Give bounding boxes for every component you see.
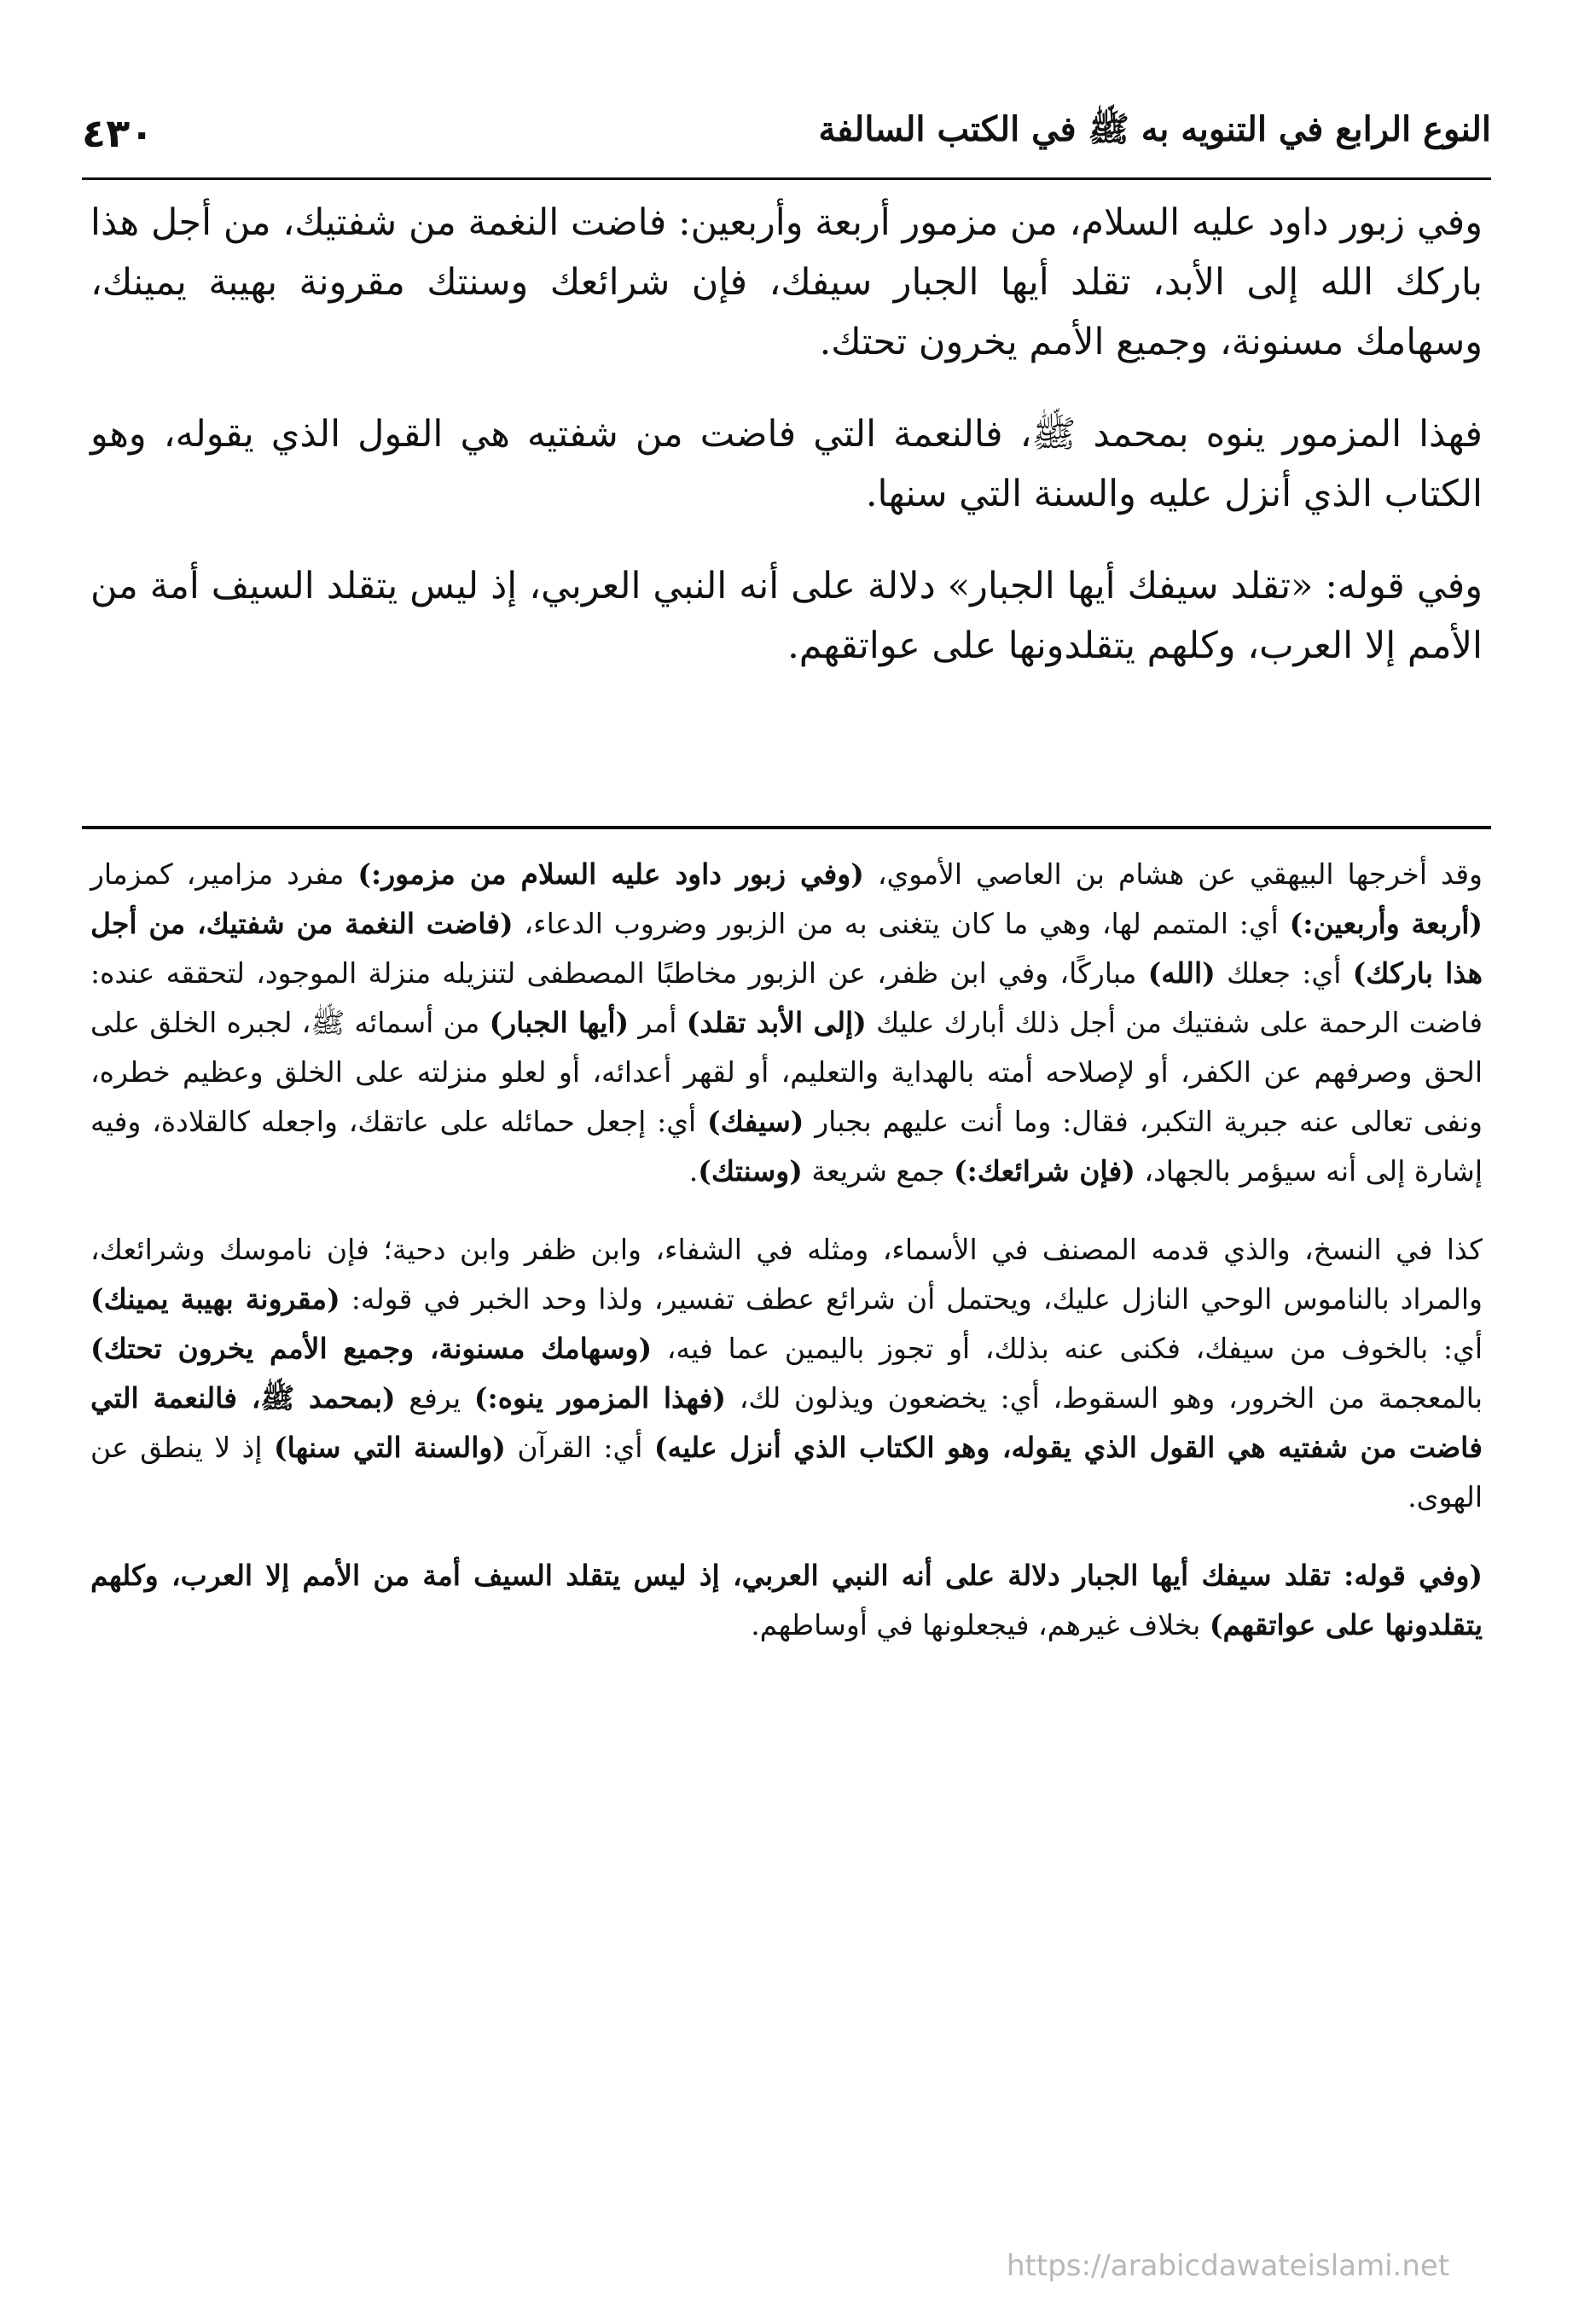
note-text: أي: جعلك xyxy=(1215,956,1353,990)
quoted-text: (والسنة التي سنها) xyxy=(274,1431,506,1464)
watermark-url: https://arabicdawateislami.net xyxy=(1007,2249,1450,2283)
quoted-text: (إلى الأبد تقلد) xyxy=(686,1006,867,1039)
note-text: . xyxy=(688,1154,699,1188)
quoted-text: (بمحمد ﷺ، فالنعمة التي فاضت من شفتيه هي القول الذي يقوله، وهو الكتاب الذي أنزل عليه) xyxy=(90,1381,1483,1464)
quoted-text: (أربعة وأربعين:) xyxy=(1289,907,1483,940)
main-paragraph: وفي قوله: «تقلد سيفك أيها الجبار» دلالة على أنه النبي العربي، إذ ليس يتقلد السيف أمة من الأمم إلا العرب، وكلهم يتقلدونها على عواتقهم. xyxy=(90,565,1483,667)
commentary-paragraph xyxy=(90,1225,1483,1522)
note-text: أي: بالخوف من سيفك، فكنى عنه بذلك، أو تجوز باليمين عما فيه، xyxy=(652,1332,1483,1365)
note-text: مباركًا، وفي ابن ظفر، عن الزبور مخاطبًا المصطفى لتنزيله منزلة الموجود، لتحققه عنده: فاضت الرحمة على شفتيك من أجل ذلك أبارك عليك xyxy=(90,956,1483,1039)
note-text: بالمعجمة من الخرور، وهو السقوط، أي: يخضعون ويذلون لك، xyxy=(725,1381,1483,1415)
quoted-text: (سيفك) xyxy=(707,1105,804,1138)
header-divider xyxy=(82,177,1491,180)
commentary xyxy=(90,850,1483,1679)
note-text: إذ لا ينطق عن الهوى. xyxy=(90,1431,1483,1514)
commentary-divider xyxy=(82,826,1491,829)
note-text: من أسمائه ﷺ، لجبره الخلق على الحق وصرفهم عن الكفر، أو لإصلاحه أمته بالهداية والتعليم، أو لقهر أعدائه، أو لعلو منزلته على الخلق وعظيم خطره، ونفى تعالى عنه جبرية التكبر، فقال: وما أنت عليهم بجبار xyxy=(90,1006,1483,1138)
note-text: يرفع xyxy=(395,1381,474,1415)
note-text: بخلاف غيرهم، فيجعلونها في أوساطهم. xyxy=(751,1608,1210,1641)
quoted-text: (الله) xyxy=(1147,956,1216,990)
note-text: جمع شريعة xyxy=(802,1154,955,1188)
quoted-text: (فاضت النغمة من شفتيك، من أجل هذا باركك) xyxy=(90,907,1483,990)
quoted-text: (وفي زبور داود عليه السلام من مزمور:) xyxy=(357,857,864,891)
note-text: أي: إجعل حمائله على عاتقك، واجعله كالقلادة، وفيه إشارة إلى أنه سيؤمر بالجهاد، xyxy=(90,1105,1483,1188)
commentary-paragraph xyxy=(90,1551,1483,1650)
quoted-text: (أيها الجبار) xyxy=(489,1006,630,1039)
main-paragraph: وفي زبور داود عليه السلام، من مزمور أربعة وأربعين: فاضت النغمة من شفتيك، من أجل هذا باركك الله إلى الأبد، تقلد أيها الجبار سيفك، فإن شرائعك وسنتك مقرونة بهيبة يمينك، وسهامك مسنونة، وجميع الأمم يخرون تحتك. xyxy=(90,201,1483,363)
note-text: أي: القرآن xyxy=(505,1431,654,1464)
note-text: مفرد مزامير، كمزمار xyxy=(90,857,358,891)
page-header xyxy=(82,92,1491,174)
quoted-text: (وسنتك) xyxy=(698,1154,803,1188)
note-text: أي: المتمم لها، وهي ما كان يتغنى به من الزبور وضروب الدعاء، xyxy=(513,907,1290,940)
page-number: ٤٣٠ xyxy=(82,110,154,156)
quoted-text: (مقرونة بهيبة يمينك) xyxy=(90,1282,340,1316)
quoted-text: (وسهامك مسنونة، وجميع الأمم يخرون تحتك) xyxy=(90,1332,653,1365)
commentary-paragraph xyxy=(90,850,1483,1196)
main-paragraph: فهذا المزمور ينوه بمحمد ﷺ، فالنعمة التي فاضت من شفتيه هي القول الذي يقوله، وهو الكتاب الذي أنزل عليه والسنة التي سنها. xyxy=(90,413,1483,515)
note-text: كذا في النسخ، والذي قدمه المصنف في الأسماء، ومثله في الشفاء، وابن ظفر وابن دحية؛ فإن ناموسك وشرائعك، والمراد بالناموس الوحي النازل عليك، ويحتمل أن شرائع عطف تفسير، ولذا وحد الخبر في قوله: xyxy=(90,1233,1483,1316)
note-text: وقد أخرجها البيهقي عن هشام بن العاصي الأموي، xyxy=(863,857,1483,891)
running-title: النوع الرابع في التنويه به ﷺ في الكتب السالفة xyxy=(818,109,1491,149)
main-text xyxy=(90,193,1483,708)
quoted-text: (فإن شرائعك:) xyxy=(954,1154,1135,1188)
note-text: أمر xyxy=(629,1006,687,1039)
quoted-text: (فهذا المزمور ينوه:) xyxy=(473,1381,726,1415)
quoted-text: (وفي قوله: تقلد سيفك أيها الجبار دلالة على أنه النبي العربي، إذ ليس يتقلد السيف أمة من الأمم إلا العرب، وكلهم يتقلدونها على عواتقهم) xyxy=(90,1559,1483,1641)
